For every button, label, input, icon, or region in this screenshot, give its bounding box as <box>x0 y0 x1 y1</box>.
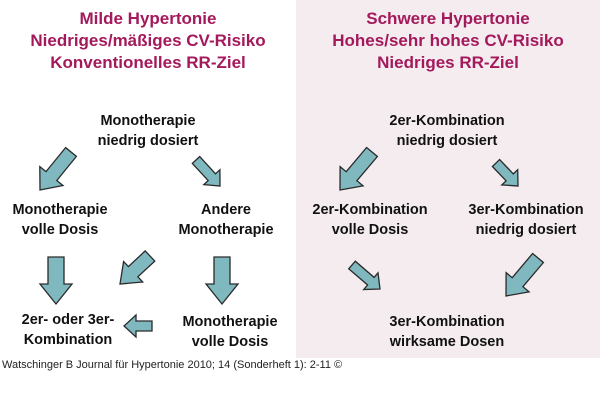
arrow-right-combo2-to-combo3-effective <box>349 261 380 289</box>
arrow-left-other-to-mono-full <box>206 257 238 304</box>
arrow-left-full-dose-to-combo <box>40 257 72 304</box>
right-node-combo3-effective-line-2: wirksame Dosen <box>389 334 505 350</box>
arrow-left-mono-full-to-combo <box>124 315 152 337</box>
right-node-start-line-1: 2er-Kombination <box>389 113 505 129</box>
arrow-right-combo3-low-to-combo3-effective <box>506 254 543 297</box>
left-node-full-dose-line-2: volle Dosis <box>21 222 99 238</box>
right-heading-line-2: Hohes/sehr hohes CV-Risiko <box>332 31 564 50</box>
left-node-mono-full-line-2: volle Dosis <box>191 334 269 350</box>
arrow-right-start-to-combo3-low <box>492 160 518 187</box>
left-node-start-line-2: niedrig dosiert <box>97 133 199 149</box>
right-node-combo2-full-line-1: 2er-Kombination <box>312 202 428 218</box>
arrow-right-start-to-combo2-full <box>340 148 377 191</box>
left-heading-line-2: Niedriges/mäßiges CV-Risiko <box>30 31 266 50</box>
right-heading-line-1: Schwere Hypertonie <box>366 9 530 28</box>
left-node-start-line-1: Monotherapie <box>100 113 196 129</box>
left-node-full-dose-line-1: Monotherapie <box>12 202 108 218</box>
right-node-start-line-2: niedrig dosiert <box>396 133 498 149</box>
left-node-other-mono-line-2: Monotherapie <box>178 222 274 238</box>
citation: Watschinger B Journal für Hypertonie 2010; 14 (Sonderheft 1): 2-11 © <box>2 359 343 371</box>
arrow-left-start-to-other-mono <box>192 157 220 186</box>
left-node-mono-full-line-1: Monotherapie <box>182 314 278 330</box>
right-node-combo3-low-line-1: 3er-Kombination <box>468 202 584 218</box>
left-heading-line-3: Konventionelles RR-Ziel <box>50 53 246 72</box>
right-heading-line-3: Niedriges RR-Ziel <box>377 53 519 72</box>
right-node-combo3-low-line-2: niedrig dosiert <box>475 222 577 238</box>
right-node-combo2-full-line-2: volle Dosis <box>331 222 409 238</box>
arrow-left-start-to-full-dose <box>40 148 77 190</box>
left-heading-line-1: Milde Hypertonie <box>79 9 217 28</box>
left-node-combo-line-2: Kombination <box>23 332 113 348</box>
left-node-combo-line-1: 2er- oder 3er- <box>21 312 115 328</box>
left-node-other-mono-line-1: Andere <box>201 202 251 218</box>
arrow-left-other-mono-to-combo <box>120 251 155 284</box>
right-node-combo3-effective-line-1: 3er-Kombination <box>389 314 505 330</box>
